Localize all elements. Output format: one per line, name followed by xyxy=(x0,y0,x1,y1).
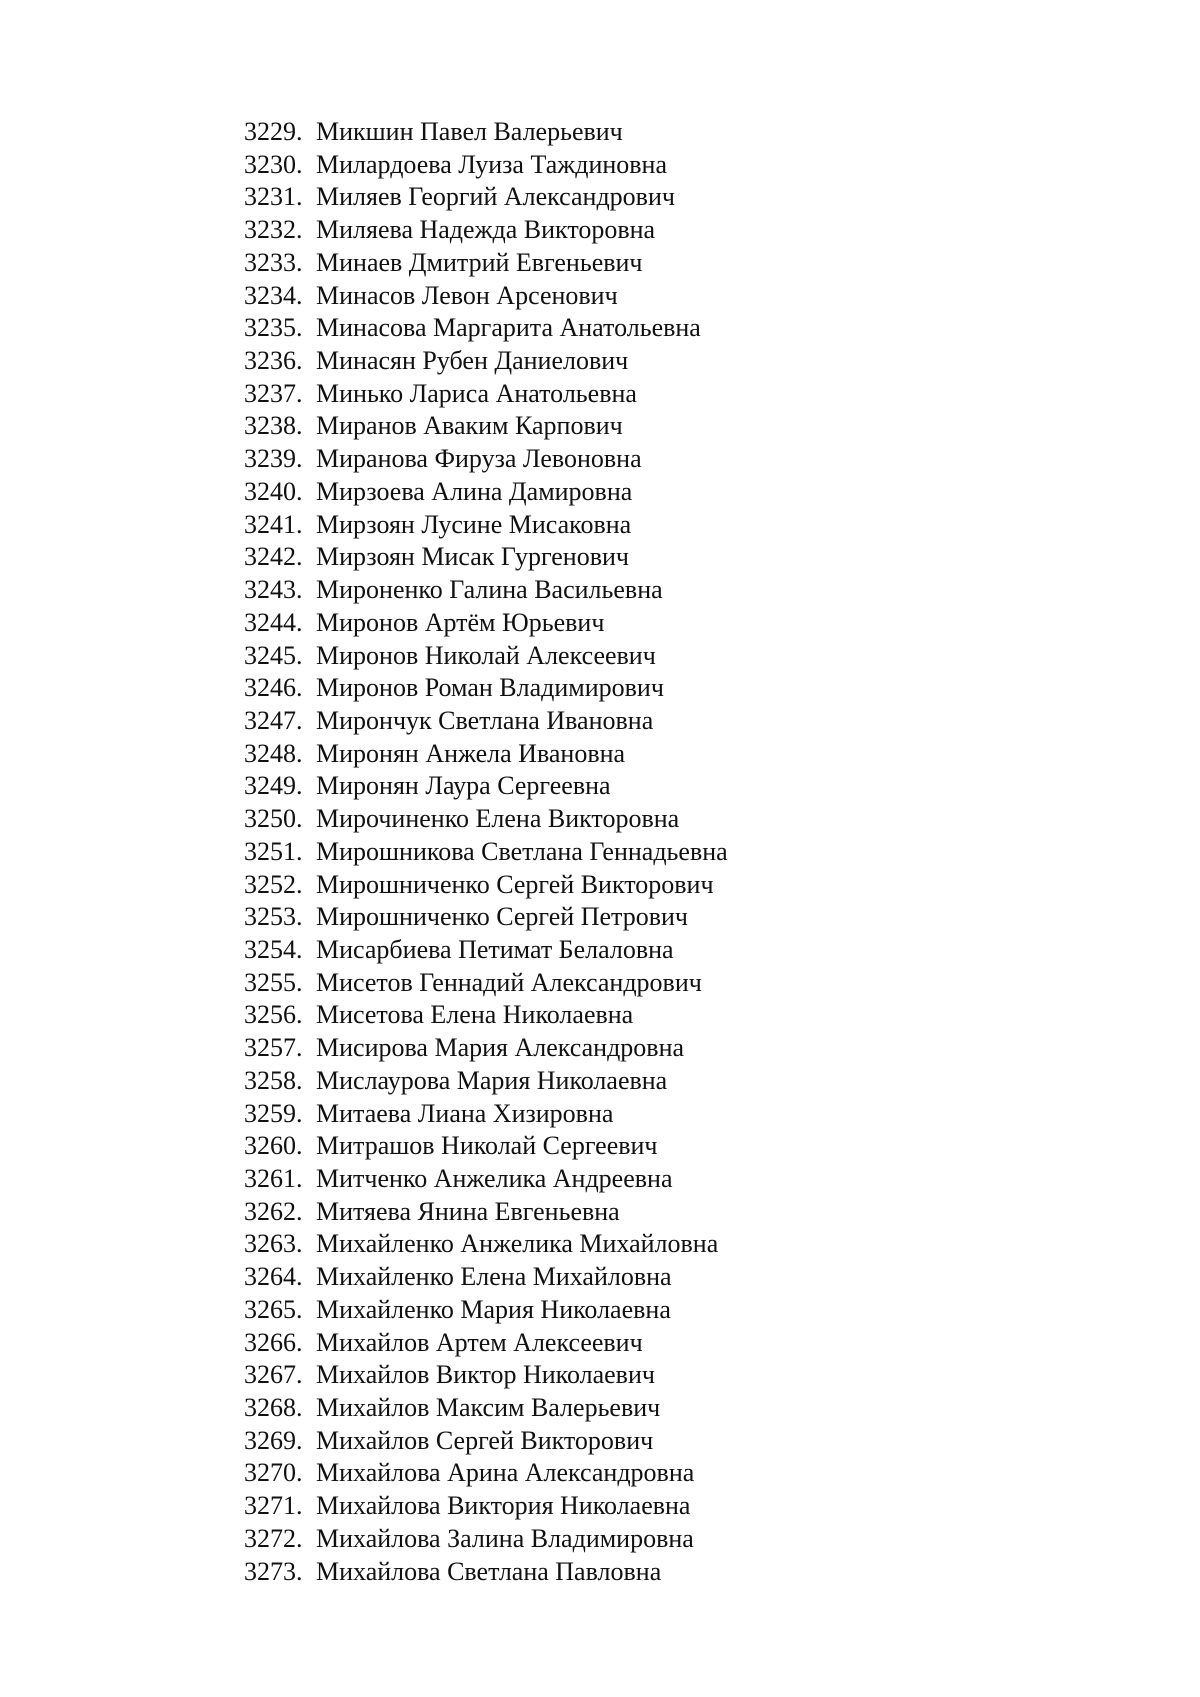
list-item xyxy=(244,214,728,247)
entry-full-name: Мисетов Геннадий Александрович xyxy=(316,967,702,997)
entry-number: 3254. xyxy=(244,934,303,964)
entry-full-name: Минасян Рубен Даниелович xyxy=(316,346,629,376)
entry-number: 3269. xyxy=(244,1425,303,1455)
entry-full-name: Мирончук Светлана Ивановна xyxy=(316,705,654,735)
entry-full-name: Миронов Артём Юрьевич xyxy=(316,607,605,637)
entry-full-name: Митченко Анжелика Андреевна xyxy=(316,1164,673,1193)
list-item xyxy=(244,345,728,378)
entry-number: 3235. xyxy=(244,313,303,343)
list-item xyxy=(244,280,728,313)
entry-number: 3257. xyxy=(244,1033,303,1063)
entry-full-name: Мисетова Елена Николаевна xyxy=(316,1000,634,1030)
list-item xyxy=(244,1098,728,1131)
list-item xyxy=(244,1359,728,1392)
entry-full-name: Милардоева Луиза Таждиновна xyxy=(316,149,667,179)
entry-full-name: Минасова Маргарита Анатольевна xyxy=(316,313,701,343)
list-item xyxy=(244,443,728,476)
entry-full-name: Михайлова Виктория Николаевна xyxy=(316,1491,691,1521)
list-item xyxy=(244,770,728,803)
entry-full-name: Мислаурова Мария Николаевна xyxy=(316,1065,668,1095)
list-item xyxy=(244,672,728,705)
entry-number: 3247. xyxy=(244,705,303,735)
entry-number: 3263. xyxy=(244,1229,303,1259)
entry-full-name: Михайлов Сергей Викторович xyxy=(316,1425,654,1455)
entry-full-name: Михайленко Мария Николаевна xyxy=(316,1294,671,1324)
list-item xyxy=(244,410,728,443)
entry-full-name: Миранова Фируза Левоновна xyxy=(316,444,642,474)
list-item xyxy=(244,967,728,1000)
list-item xyxy=(244,934,728,967)
entry-full-name: Мироненко Галина Васильевна xyxy=(316,575,663,605)
entry-number: 3264. xyxy=(244,1262,303,1292)
list-item xyxy=(244,1294,728,1327)
list-item xyxy=(244,1032,728,1065)
entry-full-name: Миляев Георгий Александрович xyxy=(316,182,675,212)
list-item xyxy=(244,1196,728,1229)
entry-number: 3268. xyxy=(244,1393,303,1423)
entry-full-name: Михайлов Виктор Николаевич xyxy=(316,1360,655,1390)
entry-number: 3250. xyxy=(244,804,303,834)
list-item xyxy=(244,738,728,771)
entry-number: 3238. xyxy=(244,411,303,441)
list-item xyxy=(244,181,728,214)
entry-full-name: Мирошниченко Сергей Петрович xyxy=(316,902,688,932)
name-list xyxy=(244,116,728,1588)
list-item xyxy=(244,1523,728,1556)
entry-number: 3251. xyxy=(244,836,303,866)
entry-full-name: Мирзоева Алина Дамировна xyxy=(316,476,633,506)
entry-number: 3239. xyxy=(244,444,303,474)
list-item xyxy=(244,247,728,280)
list-item xyxy=(244,1556,728,1589)
entry-number: 3234. xyxy=(244,280,303,310)
entry-number: 3271. xyxy=(244,1491,303,1521)
list-item xyxy=(244,1261,728,1294)
entry-full-name: Миронов Роман Владимирович xyxy=(316,673,664,703)
entry-full-name: Минько Лариса Анатольевна xyxy=(316,378,637,408)
list-item xyxy=(244,640,728,673)
entry-number: 3249. xyxy=(244,771,303,801)
entry-number: 3253. xyxy=(244,902,303,932)
entry-full-name: Мирочиненко Елена Викторовна xyxy=(316,804,680,834)
list-item xyxy=(244,541,728,574)
entry-number: 3248. xyxy=(244,738,303,768)
entry-number: 3262. xyxy=(244,1196,303,1226)
list-item xyxy=(244,999,728,1032)
list-item xyxy=(244,836,728,869)
list-item xyxy=(244,116,728,149)
entry-number: 3256. xyxy=(244,1000,303,1030)
entry-full-name: Мисарбиева Петимат Белаловна xyxy=(316,934,674,964)
entry-full-name: Мирошниченко Сергей Викторович xyxy=(316,869,714,899)
list-item xyxy=(244,803,728,836)
list-item xyxy=(244,1130,728,1163)
entry-full-name: Михайлова Залина Владимировна xyxy=(316,1523,694,1553)
list-item xyxy=(244,378,728,411)
list-item xyxy=(244,1163,728,1196)
entry-number: 3265. xyxy=(244,1294,303,1324)
entry-full-name: Минасов Левон Арсенович xyxy=(316,280,618,310)
list-item xyxy=(244,1457,728,1490)
list-item xyxy=(244,312,728,345)
entry-full-name: Миронян Лаура Сергеевна xyxy=(316,771,611,801)
entry-full-name: Мисирова Мария Александровна xyxy=(316,1033,685,1063)
entry-number: 3273. xyxy=(244,1556,303,1586)
list-item xyxy=(244,476,728,509)
entry-full-name: Минаев Дмитрий Евгеньевич xyxy=(316,247,643,277)
entry-number: 3242. xyxy=(244,542,303,572)
entry-number: 3255. xyxy=(244,967,303,997)
entry-full-name: Михайлов Артем Алексеевич xyxy=(316,1327,643,1357)
entry-number: 3244. xyxy=(244,607,303,637)
entry-number: 3259. xyxy=(244,1098,303,1128)
entry-number: 3237. xyxy=(244,378,303,408)
entry-number: 3267. xyxy=(244,1360,303,1390)
entry-full-name: Михайленко Анжелика Михайловна xyxy=(316,1229,719,1259)
entry-number: 3260. xyxy=(244,1131,303,1161)
list-item xyxy=(244,509,728,542)
entry-number: 3233. xyxy=(244,247,303,277)
entry-number: 3258. xyxy=(244,1065,303,1095)
entry-number: 3243. xyxy=(244,575,303,605)
entry-full-name: Михайлова Арина Александровна xyxy=(316,1458,695,1488)
list-item xyxy=(244,1425,728,1458)
list-item xyxy=(244,607,728,640)
list-item xyxy=(244,1065,728,1098)
list-item xyxy=(244,1392,728,1425)
list-item xyxy=(244,869,728,902)
entry-full-name: Миранов Аваким Карпович xyxy=(316,411,623,441)
entry-number: 3246. xyxy=(244,673,303,703)
entry-full-name: Михайлов Максим Валерьевич xyxy=(316,1393,661,1423)
list-item xyxy=(244,1327,728,1360)
entry-number: 3266. xyxy=(244,1327,303,1357)
entry-number: 3231. xyxy=(244,182,303,212)
entry-full-name: Митяева Янина Евгеньевна xyxy=(316,1196,620,1226)
entry-number: 3240. xyxy=(244,476,303,506)
entry-number: 3241. xyxy=(244,509,303,539)
list-item xyxy=(244,574,728,607)
entry-number: 3270. xyxy=(244,1458,303,1488)
entry-number: 3230. xyxy=(244,149,303,179)
entry-number: 3252. xyxy=(244,869,303,899)
entry-full-name: Митаева Лиана Хизировна xyxy=(316,1098,614,1128)
list-item xyxy=(244,705,728,738)
entry-full-name: Миронян Анжела Ивановна xyxy=(316,738,626,768)
entry-full-name: Михайлова Светлана Павловна xyxy=(316,1556,662,1586)
entry-number: 3236. xyxy=(244,346,303,376)
entry-number: 3229. xyxy=(244,117,303,146)
list-item xyxy=(244,901,728,934)
list-item xyxy=(244,1490,728,1523)
entry-full-name: Миляева Надежда Викторовна xyxy=(316,215,656,245)
entry-number: 3232. xyxy=(244,215,303,245)
list-item xyxy=(244,1228,728,1261)
entry-full-name: Мирошникова Светлана Геннадьевна xyxy=(316,836,728,866)
entry-number: 3272. xyxy=(244,1523,303,1553)
entry-full-name: Миронов Николай Алексеевич xyxy=(316,640,656,670)
entry-full-name: Митрашов Николай Сергеевич xyxy=(316,1131,658,1161)
entry-number: 3261. xyxy=(244,1164,303,1193)
list-item xyxy=(244,149,728,182)
entry-full-name: Мирзоян Мисак Гургенович xyxy=(316,542,629,572)
entry-number: 3245. xyxy=(244,640,303,670)
entry-full-name: Мирзоян Лусине Мисаковна xyxy=(316,509,632,539)
entry-full-name: Михайленко Елена Михайловна xyxy=(316,1262,672,1292)
entry-full-name: Микшин Павел Валерьевич xyxy=(316,117,623,146)
